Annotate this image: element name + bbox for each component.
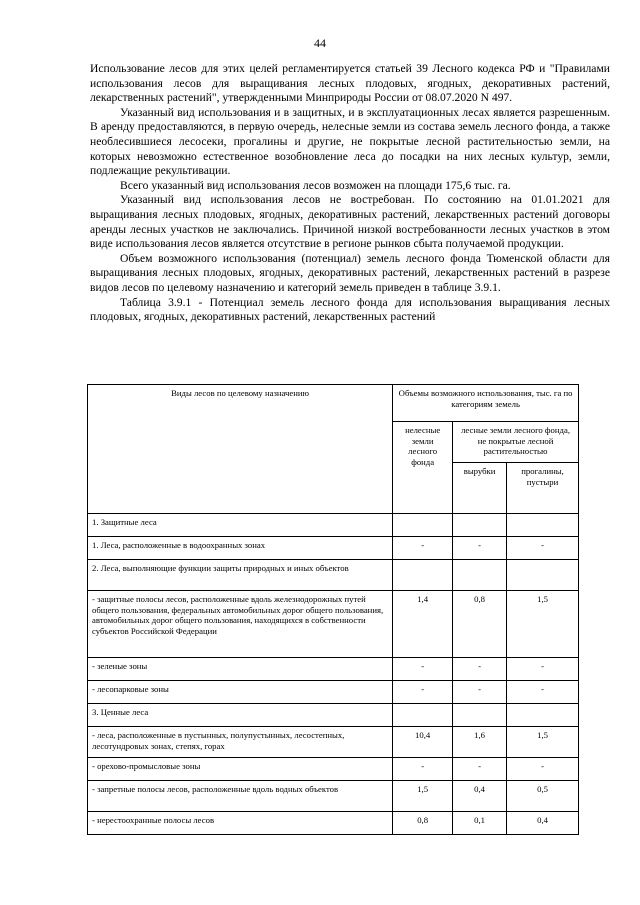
row-name: 1. Защитные леса — [88, 514, 393, 537]
table-caption: Таблица 3.9.1 - Потенциал земель лесного фонда для использования выращивания лесных плодовых, ягодных, декоративных растений, лекарственных растений — [90, 295, 610, 324]
row-name: 1. Леса, расположенные в водоохранных зонах — [88, 537, 393, 560]
body-text — [90, 62, 610, 325]
table-row — [88, 727, 579, 758]
table-row — [88, 681, 579, 704]
cell-glades — [507, 560, 579, 591]
table-row — [88, 758, 579, 781]
cell-nonforest: - — [393, 537, 453, 560]
paragraph: Указанный вид использования лесов не востребован. По состоянию на 01.01.2021 для выращивания лесных плодовых, ягодных, декоративных растений, лекарственных растений договоры аренды лесных участков не заключались. Причиной низкой востребованности лесных участков в этом виде использования лесов является отсутствие в регионе рынков сбыта получаемой продукции. — [90, 193, 610, 251]
cell-cuttings: 0,4 — [453, 781, 507, 812]
header-nonforest-lands: нелесные земли лесного фонда — [393, 422, 453, 514]
cell-cuttings: 0,8 — [453, 591, 507, 658]
header-uncovered-forest-lands: лесные земли лесного фонда, не покрытые лесной растительностью — [453, 422, 579, 463]
cell-glades: - — [507, 681, 579, 704]
table-row — [88, 781, 579, 812]
cell-cuttings — [453, 514, 507, 537]
cell-glades: 1,5 — [507, 727, 579, 758]
row-name: - зеленые зоны — [88, 658, 393, 681]
table-row — [88, 514, 579, 537]
cell-cuttings: - — [453, 758, 507, 781]
table-row — [88, 658, 579, 681]
row-name: - лесопарковые зоны — [88, 681, 393, 704]
row-name: - защитные полосы лесов, расположенные вдоль железнодорожных путей общего пользования, федеральных автомобильных дорог общего пользования, автомобильных дорог общего пользования, находящихся в собственности субъектов Российской Федерации — [88, 591, 393, 658]
table-row — [88, 704, 579, 727]
paragraph: Объем возможного использования (потенциал) земель лесного фонда Тюменской области для выращивания лесных плодовых, ягодных, декоративных растений, лекарственных растений в разрезе видов лесов по целевому назначению и категорий земель приведен в таблице 3.9.1. — [90, 251, 610, 294]
cell-cuttings: - — [453, 537, 507, 560]
cell-glades — [507, 514, 579, 537]
header-volumes: Объемы возможного использования, тыс. га по категориям земель — [393, 385, 579, 422]
forest-potential-table — [87, 384, 579, 835]
cell-nonforest: 10,4 — [393, 727, 453, 758]
table-row — [88, 560, 579, 591]
cell-nonforest — [393, 704, 453, 727]
cell-nonforest: 1,4 — [393, 591, 453, 658]
cell-nonforest: - — [393, 758, 453, 781]
cell-cuttings: - — [453, 658, 507, 681]
cell-cuttings: 0,1 — [453, 812, 507, 835]
row-name: - нерестоохранные полосы лесов — [88, 812, 393, 835]
cell-glades: 0,4 — [507, 812, 579, 835]
cell-glades: 0,5 — [507, 781, 579, 812]
table-row — [88, 537, 579, 560]
row-name: 3. Ценные леса — [88, 704, 393, 727]
cell-cuttings — [453, 560, 507, 591]
row-name: - орехово-промысловые зоны — [88, 758, 393, 781]
header-forest-type: Виды лесов по целевому назначению — [88, 385, 393, 514]
page-number: 44 — [314, 36, 326, 50]
cell-cuttings — [453, 704, 507, 727]
table-row — [88, 812, 579, 835]
header-cuttings: вырубки — [453, 463, 507, 514]
cell-nonforest: 0,8 — [393, 812, 453, 835]
header-glades: прогалины, пустыри — [507, 463, 579, 514]
cell-nonforest: - — [393, 681, 453, 704]
cell-glades: - — [507, 758, 579, 781]
row-name: 2. Леса, выполняющие функции защиты природных и иных объектов — [88, 560, 393, 591]
row-name: - леса, расположенные в пустынных, полупустынных, лесостепных, лесотундровых зонах, степях, горах — [88, 727, 393, 758]
cell-glades: - — [507, 658, 579, 681]
paragraph: Указанный вид использования и в защитных, и в эксплуатационных лесах является разрешенным. В аренду предоставляются, в первую очередь, нелесные земли из состава земель лесного фонда, а также необлесившиеся лесосеки, прогалины и другие, не покрытые лесной растительностью земли, на которых невозможно естественное возобновление леса до посадки на них лесных культур, земли, подлежащие рекультивации. — [90, 105, 610, 178]
cell-cuttings: 1,6 — [453, 727, 507, 758]
cell-nonforest — [393, 514, 453, 537]
cell-glades: 1,5 — [507, 591, 579, 658]
row-name: - запретные полосы лесов, расположенные вдоль водных объектов — [88, 781, 393, 812]
cell-nonforest: 1,5 — [393, 781, 453, 812]
cell-nonforest: - — [393, 658, 453, 681]
cell-glades: - — [507, 537, 579, 560]
paragraph: Всего указанный вид использования лесов возможен на площади 175,6 тыс. га. — [120, 178, 511, 192]
paragraph: Использование лесов для этих целей регламентируется статьей 39 Лесного кодекса РФ и "Правилами использования лесов для выращивания лесных плодовых, ягодных, декоративных растений, лекарственных растений", утвержденными Минприроды России от 08.07.2020 N 497. — [90, 62, 610, 105]
table-row — [88, 591, 579, 658]
cell-cuttings: - — [453, 681, 507, 704]
cell-glades — [507, 704, 579, 727]
cell-nonforest — [393, 560, 453, 591]
